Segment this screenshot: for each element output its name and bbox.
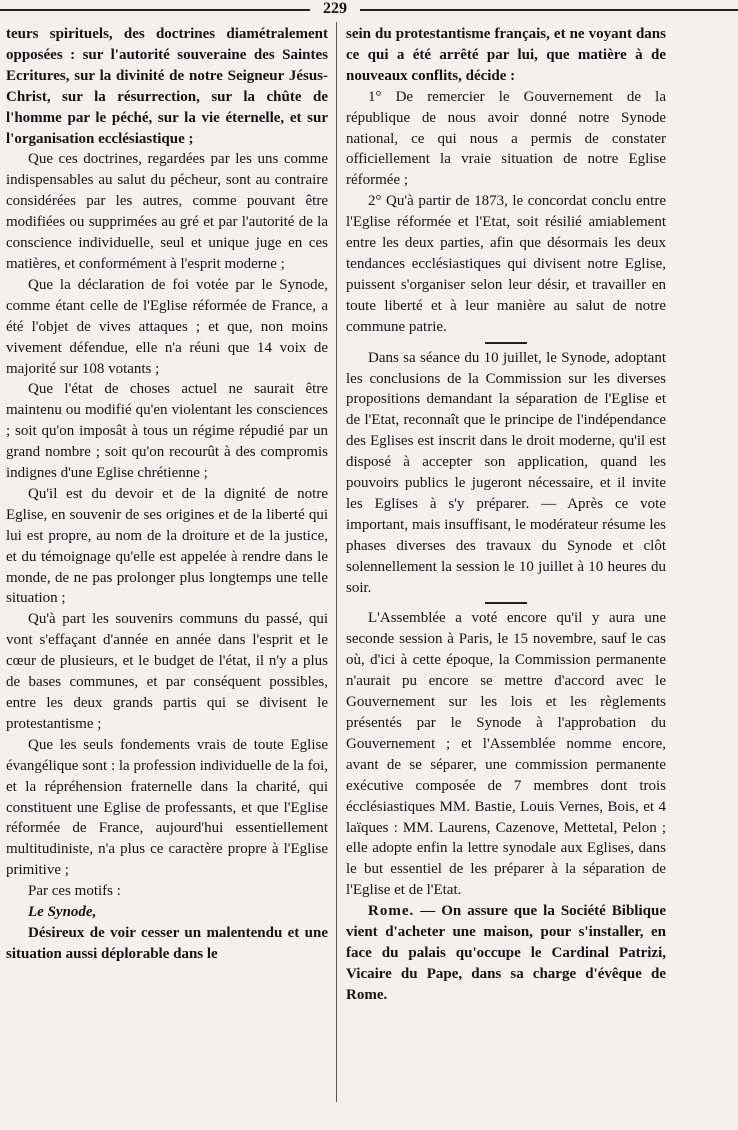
page-number: 229 (310, 0, 360, 18)
paragraph-considerant-6: Qu'à part les souvenirs communs du passé, qui vont s'effaçant d'année en année dans l'esprit et le cœur de plusieurs, et le budget de l'état, il n'y a plus de bases communes, et par conséquent possibles, entre les deux grands partis qui se divisent le protestantisme ; (6, 611, 328, 732)
section-separator (485, 602, 527, 604)
left-column (6, 24, 328, 965)
synode-label: Le Synode, (28, 904, 97, 921)
paragraph-considerant-5: Qu'il est du devoir et de la dignité de notre Eglise, en souvenir de ses origines et de la liberté qui lui est propre, au nom de la droiture et de la justice, et du témoignage qu'elle est appelée à rendre dans le monde, de ne pas prolonger plus longtemps une telle situation ; (6, 485, 328, 607)
resolution-1: 1° De remercier le Gouvernement de la république de nous avoir donné notre Synode national, ce qui nous a permis de constater officiellement la vraie situation de notre Eglise réformée ; (346, 88, 666, 189)
paragraph-considerant-2: Que ces doctrines, regardées par les uns comme indispensables au salut du pécheur, sont au contraire considérées par les autres, comme pouvant être modifiées ou supprimées au gré et par l'autorité de la conscience individuelle, seul et unique juge en ces matières, et conformément à l'esprit moderne ; (6, 151, 328, 272)
header-rule (0, 9, 738, 11)
rome-label: Rome. (368, 903, 415, 920)
paragraph-motifs: Par ces motifs : (28, 883, 121, 900)
paragraph-desireux: Désireux de voir cesser un malentendu et une situation aussi déplorable dans le (6, 924, 328, 962)
paragraph-considerant-3: Que la déclaration de foi votée par le Synode, comme étant celle de l'Eglise réformée de France, a été l'objet de vives attaques ; et que, non moins vivement défendue, elle n'a réuni que 14 voix de majorité sur 108 votants ; (6, 276, 328, 377)
paragraph-considerant-1: teurs spirituels, des doctrines diamétralement opposées : sur l'autorité souveraine des Saintes Ecritures, sur la divinité de notre Seigneur Jésus-Christ, sur la résurrection, sur la chûte de l'homme par le péché, sur la vie éternelle, et sur l'organisation ecclésiastique ; (6, 26, 328, 147)
paragraph-considerant-4: Que l'état de choses actuel ne saurait être maintenu ou modifié qu'en violentant les consciences ; soit qu'on imposât à tous un régime répudié par un grand nombre ; soit qu'on recourût à des compromis indignes d'une Eglise chrétienne ; (6, 381, 328, 482)
column-divider (336, 22, 337, 1102)
rome-text: — On assure que la Société Biblique vient d'acheter une maison, pour s'installer, en face du palais qu'occupe le Cardinal Patrizi, Vicaire du Pape, dans sa charge d'évêque de Rome. (346, 903, 666, 1003)
paragraph-seance: Dans sa séance du 10 juillet, le Synode, adoptant les conclusions de la Commission sur les diverses propositions demandant la séparation de l'Eglise et de l'Etat, reconnaît que le principe de l'indépendance des Eglises est inscrit dans le droit moderne, qu'il est disposé à accepter son application, quand les pouvoirs publics le jugeront nécessaire, et il invite les Eglises à s'y préparer. — Après ce vote important, mais insuffisant, le modérateur résume les phases diverses des travaux du Synode et clôt solennellement la session le 10 juillet à 10 heures du soir. (346, 349, 666, 596)
right-column (346, 24, 666, 1006)
section-separator (485, 342, 527, 344)
resolution-2: 2° Qu'à partir de 1873, le concordat conclu entre l'Eglise réformée et l'Etat, soit résilié amiablement entre les deux parties, afin que désormais les deux tendances ecclésiastiques qui divisent notre Eglise, puissent s'organiser selon leur désir, et travailler en toute liberté et à leur manière au salut de notre commune patrie. (346, 193, 666, 335)
paragraph-assemblee: L'Assemblée a voté encore qu'il y aura une seconde session à Paris, le 15 novembre, sauf le cas où, d'ici à cette époque, la Commission permanente n'aurait pu encore se mettre d'accord avec le Gouvernement sur les lois et les règlements présentés par le Synode à l'approbation du Gouvernement ; et l'Assemblée nomme encore, avant de se séparer, une commission permanente exécutive composée de 7 membres dont trois écclésiastiques MM. Bastie, Louis Vernes, Bois, et 4 laïques : MM. Laurens, Cazenove, Mettetal, Pelon ; elle adopte enfin la lettre synodale aux Eglises, dans le but essentiel de les préparer à la séparation de l'Eglise et de l'Etat. (346, 610, 666, 899)
paragraph-considerant-7: Que les seuls fondements vrais de toute Eglise évangélique sont : la profession individuelle de la foi, et la répréhension fraternelle dans la charité, qui constituent une Eglise de professants, et que l'Eglise réformée de France, aujourd'hui essentiellement multitudiniste, n'a plus ce caractère propre à l'Eglise primitive ; (6, 736, 329, 879)
paragraph-rome (346, 901, 666, 1006)
paragraph-decide: sein du protestantisme français, et ne voyant dans ce qui a été arrêté par lui, que matière à de nouveaux conflits, décide : (346, 26, 666, 84)
